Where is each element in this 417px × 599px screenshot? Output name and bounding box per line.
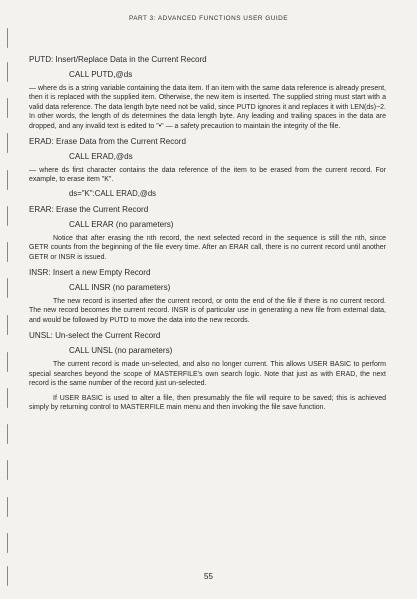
section-unsl <box>29 330 386 412</box>
page-content <box>29 54 386 417</box>
section-heading: ERAD: Erase Data from the Current Record <box>29 137 186 147</box>
paragraph: The current record is made un-selected, and also no longer current. This allows USER BASIC to perform special searches beyond the scope of MASTERFILE's own search logic. Note that just as with ERAD, the next record is the same number of the record just un-selected. <box>29 361 386 388</box>
section-heading: PUTD: Insert/Replace Data in the Current Record <box>29 55 207 64</box>
paragraph: Notice that after erasing the nth record, the next selected record in the sequence is still the nth, since GETR counts from the beginning of the file every time. After an ERAR call, there is no current record until another GETR or INSR is issued. <box>29 234 386 261</box>
paragraph: The new record is inserted after the current record, or onto the end of the file if there is no current record. The new record becomes the current record. INSR is of particular use in generating a new file from external data, and would be followed by PUTD to move the data into the new records. <box>29 298 386 324</box>
section-heading: INSR: Insert a new Empty Record <box>29 268 151 278</box>
code-example: ds="K":CALL ERAD,@ds <box>69 188 157 198</box>
section-insr <box>29 267 386 325</box>
section-putd <box>29 54 386 131</box>
section-heading: ERAR: Erase the Current Record <box>29 204 149 214</box>
call-syntax: CALL ERAD,@ds <box>69 152 133 162</box>
call-syntax: CALL INSR (no parameters) <box>69 283 171 293</box>
paragraph: — where ds is a string variable containing the data item. If an item with the same data reference is already present, then it is replaced with the supplied item. Otherwise, the new item is inserted. The supplied string must start with a valid data reference. The data length byte need not be valid, since PUTD ignores it and replaces it with LEN(ds)−2. In other words, the length of ds determines the data length byte. Any leading and trailing spaces in the data are dropped, and any invalid text is edited to "•" — a safety precaution to maintain the integrity of the file. <box>29 85 386 130</box>
call-syntax: CALL ERAR (no parameters) <box>69 219 174 229</box>
section-heading: UNSL: Un-select the Current Record <box>29 331 161 341</box>
section-erar <box>29 204 386 262</box>
section-erad <box>29 136 386 199</box>
paragraph: — where ds first character contains the data reference of the item to be erased from the current record. For example, to erase item "K". <box>29 167 386 184</box>
page-number: 55 <box>204 572 213 581</box>
paragraph: If USER BASIC is used to alter a file, then presumably the file will require to be saved; this is achieved simply by returning control to MASTERFILE main menu and then invoking the file save function. <box>29 394 386 411</box>
running-head: PART 3: ADVANCED FUNCTIONS USER GUIDE <box>129 15 288 22</box>
call-syntax: CALL PUTD,@ds <box>69 70 133 79</box>
call-syntax: CALL UNSL (no parameters) <box>69 346 173 356</box>
binding-edge <box>0 0 14 599</box>
